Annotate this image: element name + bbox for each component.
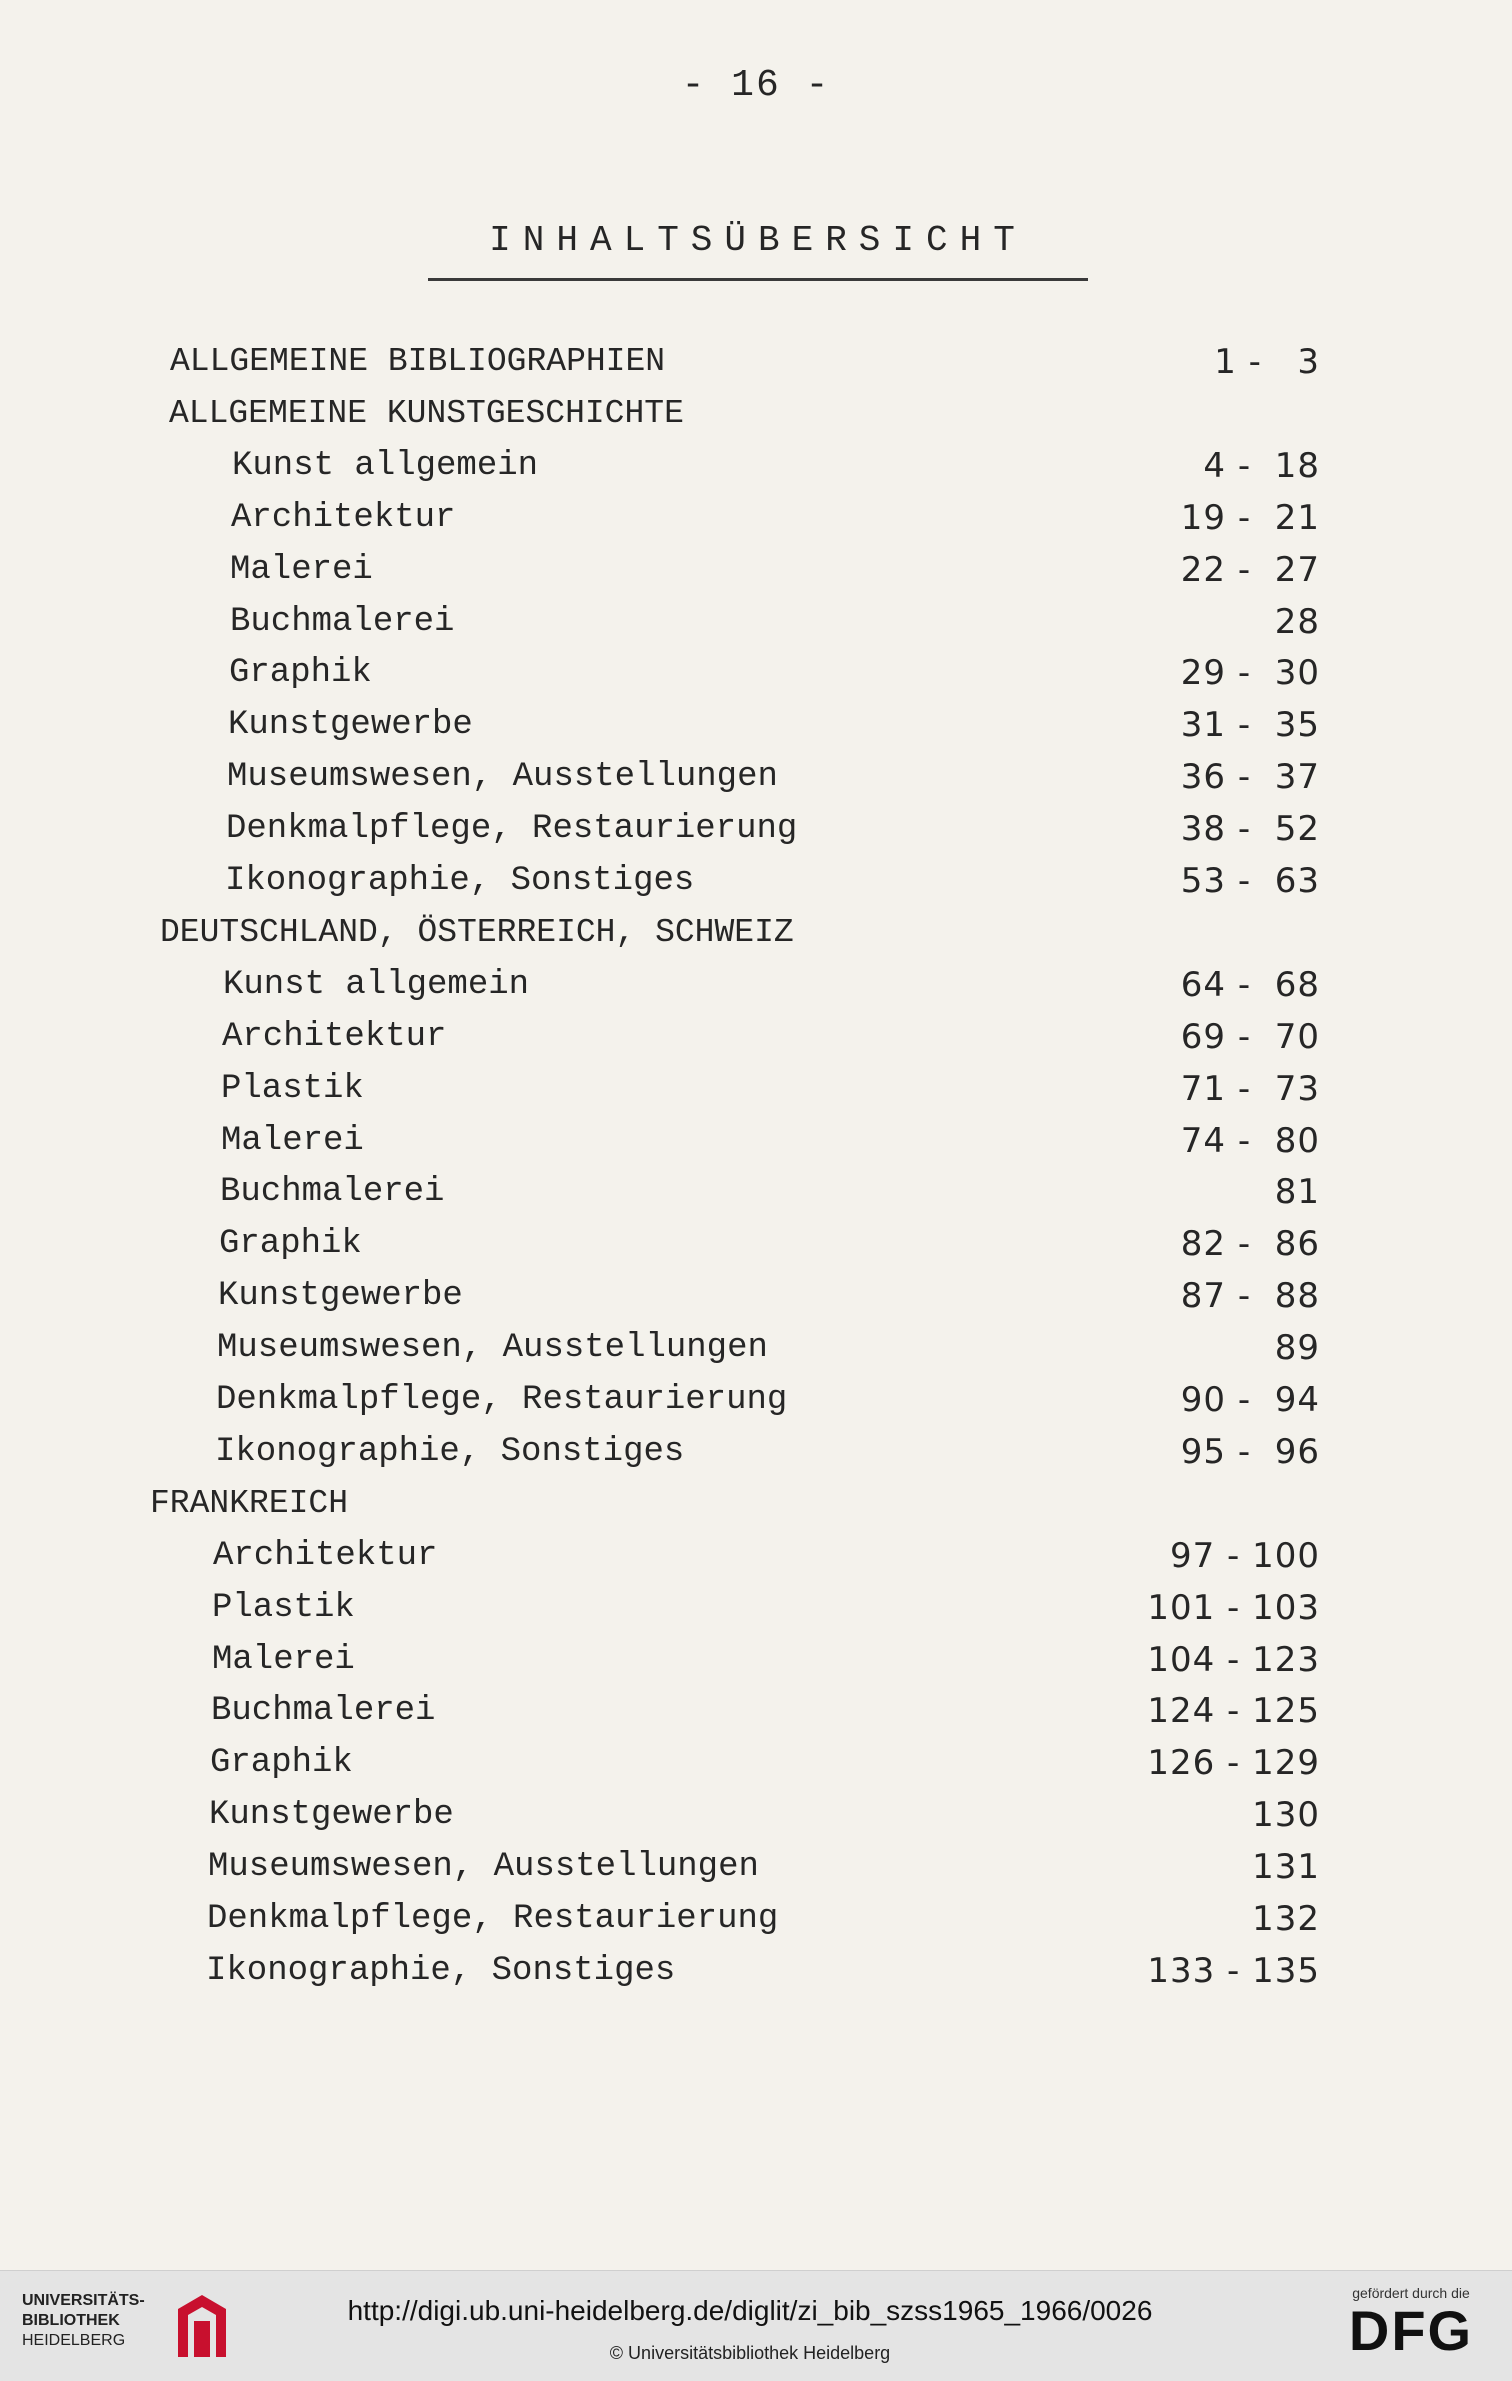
toc-section-label: FRANKREICH: [150, 1485, 349, 1522]
toc-page-range: 53 - 63: [1180, 861, 1320, 901]
toc-entry-label: Architektur: [213, 1537, 438, 1575]
toc-entry-label: Malerei: [212, 1641, 355, 1679]
toc-entry-row: [0, 703, 1400, 747]
toc-page-range: 28: [1274, 602, 1320, 642]
toc-entry-label: Museumswesen, Ausstellungen: [227, 758, 778, 796]
toc-entry-row: [0, 1119, 1400, 1163]
toc-page-range: 101 - 103: [1147, 1588, 1320, 1628]
toc-entry-label: Architektur: [222, 1018, 447, 1056]
dfg-caption: gefördert durch die: [1352, 2285, 1470, 2301]
toc-page-range: 104 - 123: [1147, 1640, 1320, 1680]
toc-entry-row: [0, 1170, 1400, 1214]
toc-page-range: 131: [1252, 1847, 1320, 1887]
toc-entry-label: Plastik: [212, 1589, 355, 1627]
toc-entry-label: Buchmalerei: [220, 1173, 445, 1211]
toc-entry-label: Kunst allgemein: [223, 966, 530, 1004]
toc-entry-row: [0, 651, 1400, 695]
toc-entry-label: Museumswesen, Ausstellungen: [208, 1848, 759, 1886]
toc-page-range: 90 - 94: [1180, 1380, 1320, 1420]
toc-entry-row: [0, 496, 1400, 540]
dfg-logo[interactable]: [1336, 2285, 1486, 2361]
permalink-url[interactable]: http://digi.ub.uni-heidelberg.de/diglit/zi_bib_szss1965_1966/0026: [347, 2295, 1153, 2326]
toc-page-range: 126 - 129: [1147, 1743, 1320, 1783]
toc-page-range: 22 - 27: [1180, 550, 1320, 590]
toc-entry-row: [0, 1430, 1400, 1474]
page-number: - 16 -: [681, 64, 831, 107]
toc-entry-row: [0, 1689, 1400, 1733]
toc-entry-row: [0, 1741, 1400, 1785]
toc-page-range: 89: [1274, 1328, 1320, 1368]
toc-entry-label: Malerei: [221, 1122, 364, 1160]
toc-page-range: 133 - 135: [1147, 1951, 1320, 1991]
toc-entry-label: Graphik: [229, 654, 372, 692]
toc-page-range: 29 - 30: [1180, 653, 1320, 693]
toc-section-label: ALLGEMEINE BIBLIOGRAPHIEN: [170, 343, 666, 380]
library-logo-icon: [172, 2291, 232, 2361]
toc-page-range: 81: [1274, 1172, 1320, 1212]
toc-entry-row: [0, 963, 1400, 1007]
toc-entry-row: [0, 1586, 1400, 1630]
copyright-notice: © Universitätsbibliothek Heidelberg: [609, 2343, 891, 2363]
toc-section-row: [0, 392, 1400, 436]
dfg-mark: DFG: [1348, 2299, 1474, 2362]
toc-page-range: 87 - 88: [1180, 1276, 1320, 1316]
toc-section-row: [0, 1482, 1400, 1526]
toc-entry-row: [0, 807, 1400, 851]
toc-page-range: 19 - 21: [1180, 498, 1320, 538]
toc-entry-label: Denkmalpflege, Restaurierung: [207, 1900, 779, 1938]
page-title: INHALTSÜBERSICHT: [489, 220, 1027, 261]
title-underline: [428, 278, 1088, 281]
toc-entry-row: [0, 1067, 1400, 1111]
toc-entry-row: [0, 755, 1400, 799]
toc-page-range: 95 - 96: [1180, 1432, 1320, 1472]
toc-entry-row: [0, 600, 1400, 644]
toc-page-range: 82 - 86: [1180, 1224, 1320, 1264]
toc-page-range: 132: [1252, 1899, 1320, 1939]
toc-page-range: 36 - 37: [1180, 757, 1320, 797]
library-name-line3: HEIDELBERG: [22, 2332, 126, 2349]
toc-section-label: ALLGEMEINE KUNSTGESCHICHTE: [169, 395, 684, 432]
toc-entry-row: [0, 1949, 1400, 1993]
toc-entry-label: Kunst allgemein: [232, 447, 539, 485]
toc-entry-label: Ikonographie, Sonstiges: [225, 862, 695, 900]
toc-entry-row: [0, 1897, 1400, 1941]
toc-entry-row: [0, 1326, 1400, 1370]
toc-section-row: [0, 911, 1400, 955]
toc-entry-row: [0, 1222, 1400, 1266]
toc-entry-label: Plastik: [221, 1070, 364, 1108]
toc-entry-label: Graphik: [210, 1744, 353, 1782]
toc-page-range: 124 - 125: [1147, 1691, 1320, 1731]
toc-page-range: 64 - 68: [1180, 965, 1320, 1005]
toc-entry-row: [0, 1534, 1400, 1578]
toc-entry-row: [0, 1793, 1400, 1837]
library-logo[interactable]: [22, 2291, 222, 2371]
toc-page-range: 4 - 18: [1203, 446, 1320, 486]
toc-entry-row: [0, 1378, 1400, 1422]
toc-entry-label: Graphik: [219, 1225, 362, 1263]
toc-page-range: 130: [1252, 1795, 1320, 1835]
toc-entry-row: [0, 1015, 1400, 1059]
toc-entry-label: Malerei: [230, 551, 373, 589]
toc-entry-row: [0, 1638, 1400, 1682]
toc-section-label: DEUTSCHLAND, ÖSTERREICH, SCHWEIZ: [160, 914, 794, 951]
toc-page-range: 31 - 35: [1180, 705, 1320, 745]
toc-section-row: [0, 340, 1400, 384]
toc-entry-label: Kunstgewerbe: [228, 706, 473, 744]
toc-page-range: 97 - 100: [1169, 1536, 1320, 1576]
toc-entry-label: Museumswesen, Ausstellungen: [217, 1329, 768, 1367]
toc-entry-label: Buchmalerei: [230, 603, 455, 641]
toc-entry-label: Denkmalpflege, Restaurierung: [216, 1381, 788, 1419]
toc-entry-row: [0, 444, 1400, 488]
toc-entry-row: [0, 548, 1400, 592]
toc-entry-label: Denkmalpflege, Restaurierung: [226, 810, 798, 848]
viewer-footer: [0, 2270, 1512, 2381]
toc-entry-label: Ikonographie, Sonstiges: [215, 1433, 685, 1471]
toc-entry-label: Architektur: [231, 499, 456, 537]
toc-entry-row: [0, 1274, 1400, 1318]
library-name-line1: UNIVERSITÄTS-: [22, 2292, 145, 2309]
toc-entry-label: Kunstgewerbe: [209, 1796, 454, 1834]
toc-entry-label: Ikonographie, Sonstiges: [206, 1952, 676, 1990]
toc-page-range: 38 - 52: [1180, 809, 1320, 849]
toc-entry-label: Kunstgewerbe: [218, 1277, 463, 1315]
toc-entry-row: [0, 1845, 1400, 1889]
toc-entry-row: [0, 859, 1400, 903]
toc-entry-label: Buchmalerei: [211, 1692, 436, 1730]
toc-page-range: 69 - 70: [1180, 1017, 1320, 1057]
toc-page-range: 71 - 73: [1180, 1069, 1320, 1109]
library-name-line2: BIBLIOTHEK: [22, 2312, 120, 2329]
library-logo-text: [22, 2291, 145, 2351]
toc-page-range: 1 - 3: [1214, 342, 1320, 382]
toc-page-range: 74 - 80: [1180, 1121, 1320, 1161]
